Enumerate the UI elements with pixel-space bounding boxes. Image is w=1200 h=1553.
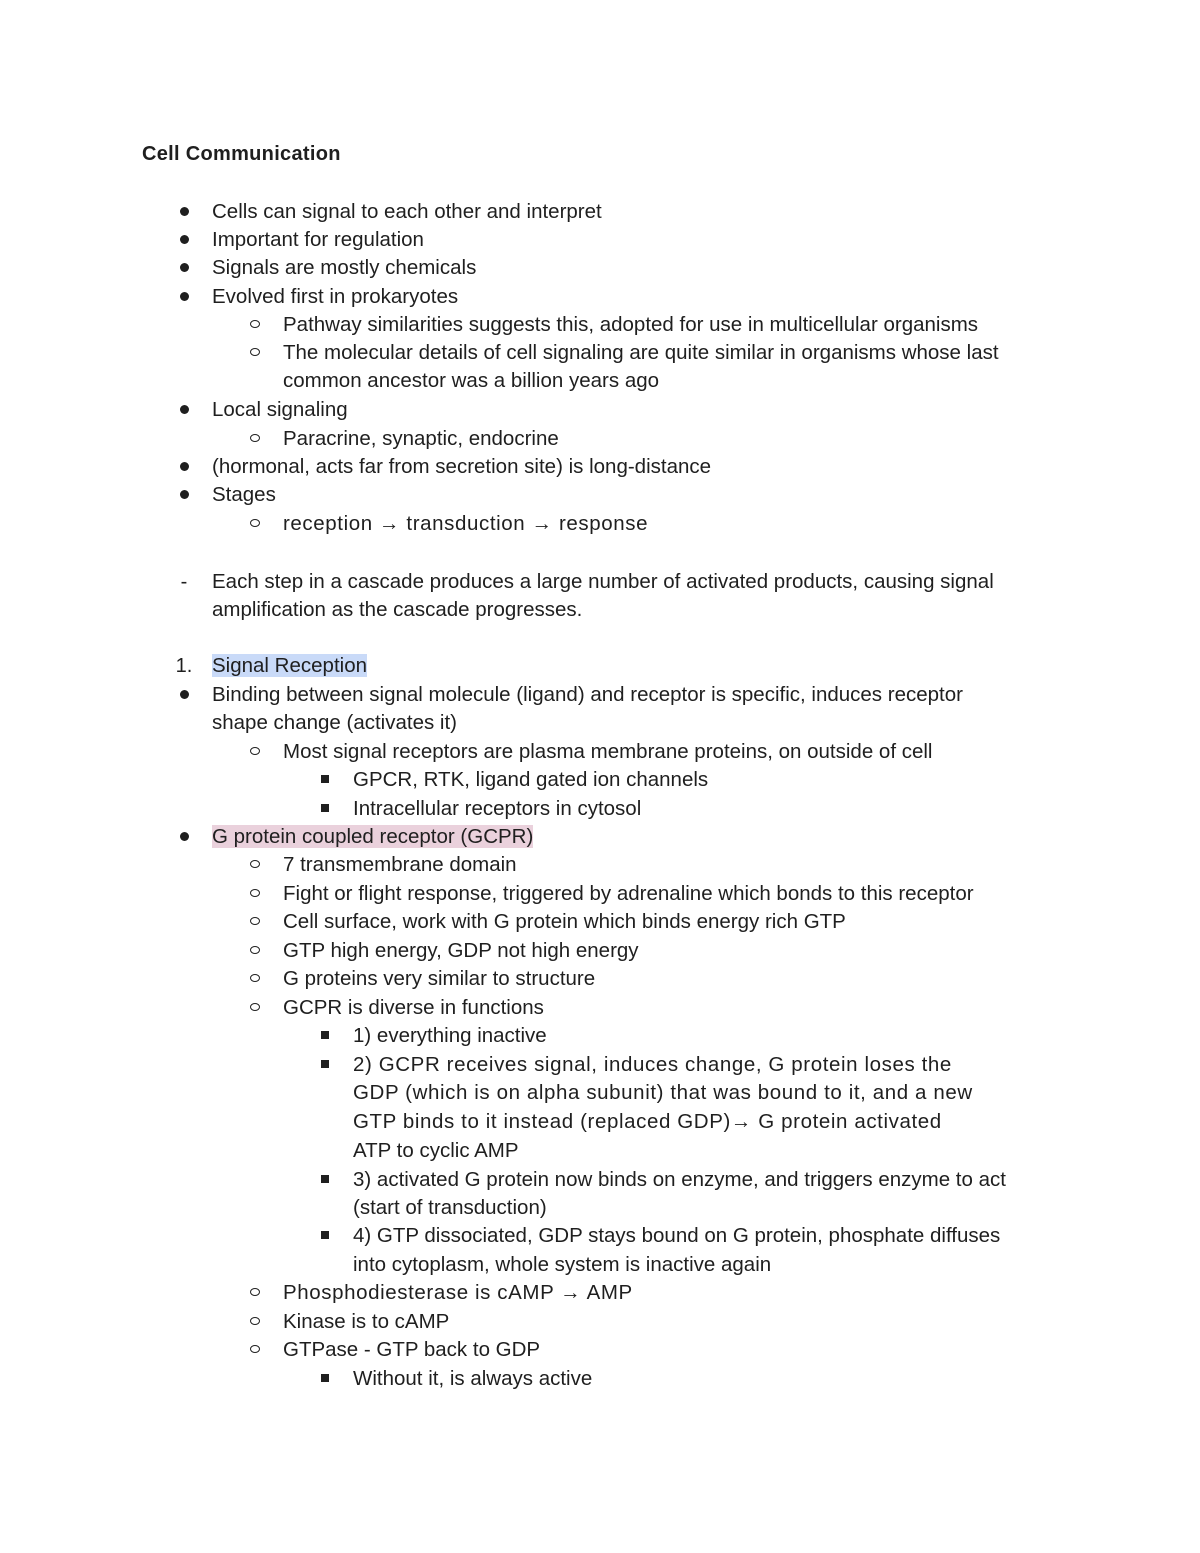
sub-bullet-marker <box>243 510 267 538</box>
sub-sub-list-item: Intracellular receptors in cytosol <box>353 797 642 820</box>
sub-bullet-marker <box>243 994 267 1022</box>
sub-list-item: GTP high energy, GDP not high energy <box>283 939 639 962</box>
sub-list-item: G proteins very similar to structure <box>283 967 596 990</box>
list-item: Binding between signal molecule (ligand) and receptor is specific, induces receptor <box>212 683 963 706</box>
sub-bullet-marker <box>243 738 267 766</box>
sub-bullet-marker <box>243 937 267 965</box>
bullet-marker <box>172 681 196 709</box>
sub-list-item: Fight or flight response, triggered by adrenaline which bonds to this receptor <box>283 882 974 905</box>
sub-sub-bullet-marker <box>313 795 337 823</box>
sub-bullet-marker <box>243 425 267 453</box>
bullet-marker <box>172 453 196 481</box>
sub-bullet-marker <box>243 1279 267 1307</box>
list-item: Important for regulation <box>212 228 424 251</box>
sub-list-item: The molecular details of cell signaling are quite similar in organisms whose last <box>283 341 999 364</box>
sub-list-item: reception → transduction → response <box>283 512 649 535</box>
sub-sub-bullet-marker <box>313 766 337 794</box>
sub-sub-bullet-marker <box>313 1051 337 1079</box>
sub-list-item: Most signal receptors are plasma membrane proteins, on outside of cell <box>283 740 933 763</box>
list-item: Evolved first in prokaryotes <box>212 285 459 308</box>
number-marker: 1. <box>175 655 193 677</box>
highlighted-text: Signal Reception <box>212 654 367 677</box>
bullet-marker <box>172 198 196 226</box>
sub-sub-bullet-marker <box>313 1022 337 1050</box>
sub-bullet-marker <box>243 339 267 367</box>
sub-sub-list-item-continued: (start of transduction) <box>353 1196 547 1219</box>
list-item: (hormonal, acts far from secretion site) is long-distance <box>212 455 712 478</box>
sub-bullet-marker <box>243 1308 267 1336</box>
list-item: Cells can signal to each other and interpret <box>212 200 602 223</box>
sub-list-item: GCPR is diverse in functions <box>283 996 544 1019</box>
sub-list-item: Phosphodiesterase is cAMP → AMP <box>283 1281 633 1304</box>
dash-item-continued: amplification as the cascade progresses. <box>212 598 583 621</box>
list-item: Signals are mostly chemicals <box>212 256 477 279</box>
sub-bullet-marker <box>243 1336 267 1364</box>
sub-list-item-continued: common ancestor was a billion years ago <box>283 369 660 392</box>
sub-sub-list-item-continued: ATP to cyclic AMP <box>353 1139 519 1162</box>
sub-bullet-marker <box>243 851 267 879</box>
sub-bullet-marker <box>243 880 267 908</box>
sub-sub-list-item: 4) GTP dissociated, GDP stays bound on G protein, phosphate diffuses <box>353 1224 1001 1247</box>
bullet-marker <box>172 823 196 851</box>
sub-sub-list-item: 2) GCPR receives signal, induces change, G protein loses the <box>353 1053 952 1076</box>
sub-list-item: Cell surface, work with G protein which binds energy rich GTP <box>283 910 846 933</box>
sub-list-item: 7 transmembrane domain <box>283 853 517 876</box>
dash-item: Each step in a cascade produces a large number of activated products, causing signal <box>212 570 994 593</box>
list-item-continued: shape change (activates it) <box>212 711 457 734</box>
sub-bullet-marker <box>243 965 267 993</box>
sub-sub-bullet-marker <box>313 1365 337 1393</box>
sub-list-item: GTPase - GTP back to GDP <box>283 1338 541 1361</box>
numbered-heading <box>212 652 367 680</box>
dash-marker: - <box>180 571 188 593</box>
sub-sub-bullet-marker <box>313 1222 337 1250</box>
sub-sub-list-item-continued: GDP (which is on alpha subunit) that was bound to it, and a new <box>353 1081 973 1104</box>
sub-bullet-marker <box>243 908 267 936</box>
sub-sub-list-item: 1) everything inactive <box>353 1024 547 1047</box>
highlighted-text: G protein coupled receptor (GCPR) <box>212 825 534 848</box>
sub-sub-list-item: 3) activated G protein now binds on enzyme, and triggers enzyme to act <box>353 1168 1006 1191</box>
sub-list-item: Paracrine, synaptic, endocrine <box>283 427 559 450</box>
bullet-marker <box>172 396 196 424</box>
list-item: Stages <box>212 483 276 506</box>
bullet-marker <box>172 283 196 311</box>
bullet-marker <box>172 254 196 282</box>
sub-sub-list-item-continued: GTP binds to it instead (replaced GDP)→ G protein activated <box>353 1110 942 1133</box>
sub-list-item: Kinase is to cAMP <box>283 1310 450 1333</box>
bullet-marker <box>172 226 196 254</box>
sub-sub-list-item-continued: into cytoplasm, whole system is inactive again <box>353 1253 772 1276</box>
sub-sub-list-item: GPCR, RTK, ligand gated ion channels <box>353 768 709 791</box>
sub-bullet-marker <box>243 311 267 339</box>
sub-sub-list-item: Without it, is always active <box>353 1367 593 1390</box>
sub-list-item: Pathway similarities suggests this, adopted for use in multicellular organisms <box>283 313 979 336</box>
document-title: Cell Communication <box>142 143 341 165</box>
list-item: Local signaling <box>212 398 348 421</box>
bullet-marker <box>172 481 196 509</box>
list-item <box>212 823 533 851</box>
sub-sub-bullet-marker <box>313 1166 337 1194</box>
